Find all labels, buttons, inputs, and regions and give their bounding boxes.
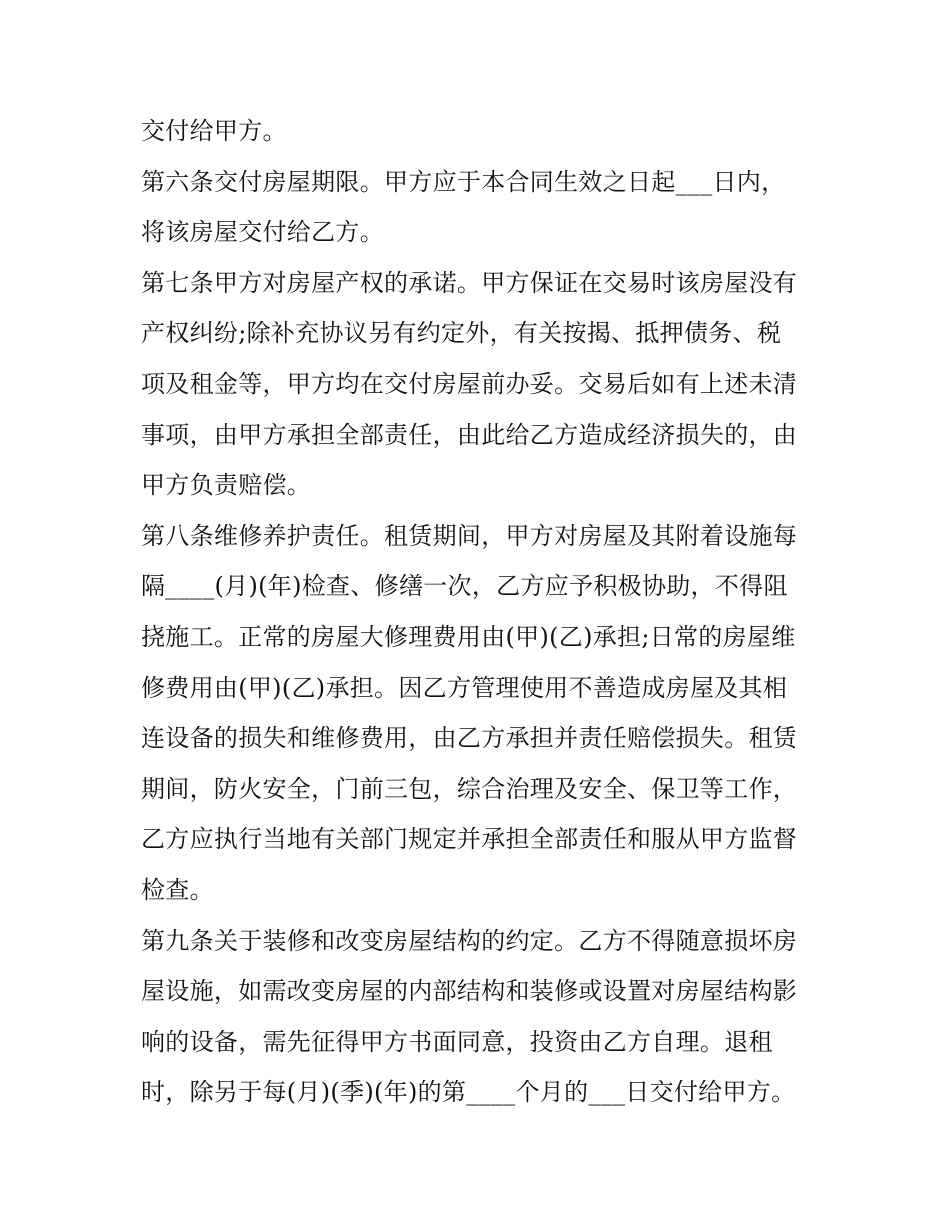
text-line: 检查。: [141, 875, 214, 904]
text-line: 乙方应执行当地有关部门规定并承担全部责任和服从甲方监督: [141, 825, 798, 854]
text-line: 期间，防火安全，门前三包，综合治理及安全、保卫等工作，: [141, 774, 798, 803]
contract-text: [141, 106, 821, 1118]
text-line: 修费用由(甲)(乙)承担。因乙方管理使用不善造成房屋及其相: [141, 673, 788, 702]
text-line: 第七条甲方对房屋产权的承诺。甲方保证在交易时该房屋没有: [141, 268, 798, 297]
text-line: 隔____(月)(年)检查、修缮一次，乙方应予积极协助，不得阻: [141, 572, 788, 601]
text-line: 第八条维修养护责任。租赁期间，甲方对房屋及其附着设施每: [141, 521, 798, 550]
text-line: 第九条关于装修和改变房屋结构的约定。乙方不得随意损坏房: [141, 926, 798, 955]
text-line: 时，除另于每(月)(季)(年)的第____个月的___日交付给甲方。: [141, 1078, 796, 1107]
text-line: 将该房屋交付给乙方。: [141, 218, 384, 247]
text-line: 交付给甲方。: [141, 117, 287, 145]
text-line: 甲方负责赔偿。: [141, 471, 312, 500]
text-line: 项及租金等，甲方均在交付房屋前办妥。交易后如有上述未清: [141, 369, 798, 398]
text-line: 产权纠纷;除补充协议另有约定外，有关按揭、抵押债务、税: [141, 319, 782, 348]
text-line: 挠施工。正常的房屋大修理费用由(甲)(乙)承担;日常的房屋维: [141, 622, 796, 651]
text-line: 响的设备，需先征得甲方书面同意，投资由乙方自理。退租: [141, 1027, 773, 1056]
text-line: 连设备的损失和维修费用，由乙方承担并责任赔偿损失。租赁: [141, 724, 798, 753]
text-line: 事项，由甲方承担全部责任，由此给乙方造成经济损失的，由: [141, 420, 798, 449]
text-line: 屋设施，如需改变房屋的内部结构和装修或设置对房屋结构影: [141, 977, 798, 1006]
text-line: 第六条交付房屋期限。甲方应于本合同生效之日起___日内，: [141, 167, 786, 196]
